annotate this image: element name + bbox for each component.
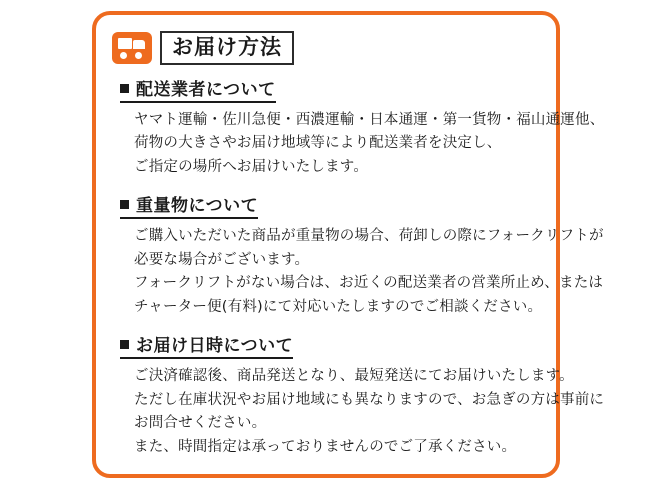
text-line: チャーター便(有料)にて対応いたしますのでご相談ください。	[134, 298, 543, 315]
card-body	[120, 75, 605, 471]
delivery-info-card	[92, 11, 605, 478]
truck-cab-shape	[133, 40, 145, 49]
text-line: 荷物の大きさやお届け地域等により配送業者を決定し、	[134, 135, 502, 152]
section-lines	[120, 365, 605, 459]
text-line: ご購入いただいた商品が重量物の場合、荷卸しの際にフォークリフトが	[134, 228, 604, 245]
section-lines	[120, 225, 604, 319]
truck-wheel-front-shape	[120, 52, 127, 59]
section-shipping-carriers	[120, 75, 605, 179]
text-line: ただし在庫状況やお届け地域にも異なりますので、お急ぎの方は事前に	[134, 391, 605, 408]
truck-wheel-rear-shape	[135, 52, 142, 59]
bullet-square-icon	[120, 84, 129, 93]
section-heading	[120, 331, 293, 359]
text-line: ヤマト運輸・佐川急便・西濃運輸・日本通運・第一貨物・福山通運他、	[134, 112, 605, 128]
text-line: また、時間指定は承っておりませんのでご了承ください。	[134, 438, 517, 455]
section-heading	[120, 75, 276, 103]
section-heading-label: 重量物について	[136, 196, 259, 217]
page-title: お届け方法	[160, 31, 294, 65]
section-heavy-items	[120, 191, 604, 319]
section-heading-label: 配送業者について	[136, 80, 276, 100]
text-line: ご決済確認後、商品発送となり、最短発送にてお届けいたします。	[134, 368, 574, 385]
section-heading-label: お届け日時について	[136, 336, 294, 357]
bullet-square-icon	[120, 340, 129, 349]
section-lines	[120, 109, 605, 179]
truck-body-shape	[118, 38, 132, 49]
text-line: フォークリフトがない場合は、お近くの配送業者の営業所止め、または	[134, 275, 604, 292]
bullet-square-icon	[120, 200, 129, 209]
section-heading	[120, 191, 258, 219]
text-line: ご指定の場所へお届けいたします。	[134, 158, 369, 175]
text-line: 必要な場合がございます。	[134, 251, 310, 268]
delivery-truck-icon	[112, 32, 152, 64]
card-header	[112, 31, 294, 65]
text-line: お問合せください。	[134, 415, 267, 432]
section-delivery-datetime	[120, 331, 605, 459]
